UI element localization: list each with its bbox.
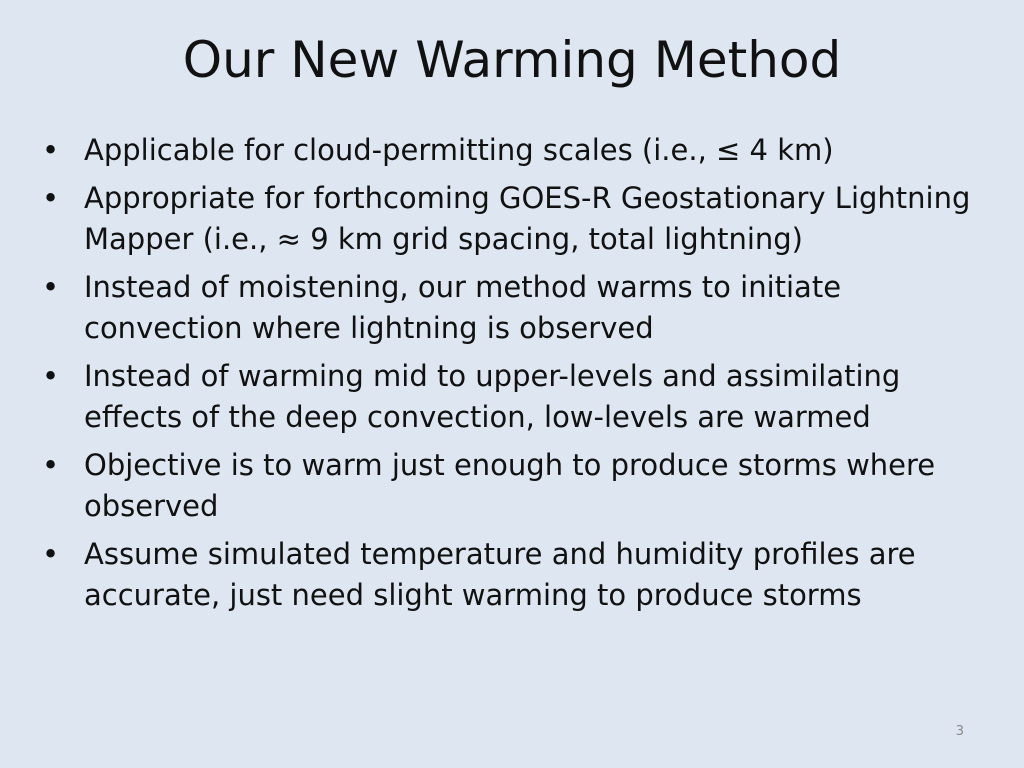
- bullet-list: [40, 130, 990, 623]
- bullet-text: Objective is to warm just enough to produce storms where observed: [84, 448, 936, 523]
- bullet-text: Instead of moistening, our method warms to initiate convection where lightning is observed: [84, 270, 842, 345]
- slide-title: Our New Warming Method: [182, 31, 842, 89]
- page-number: 3: [955, 724, 964, 739]
- bullet-marker: •: [42, 537, 60, 571]
- bullet-item: [40, 356, 990, 438]
- bullet-item: [40, 267, 990, 349]
- bullet-text: Assume simulated temperature and humidity profiles are accurate, just need slight warming to produce storms: [84, 537, 916, 612]
- bullet-text: Instead of warming mid to upper-levels and assimilating effects of the deep convection, low-levels are warmed: [84, 359, 901, 434]
- bullet-text: Appropriate for forthcoming GOES-R Geostationary Lightning Mapper (i.e., ≈ 9 km grid spacing, total lightning): [84, 181, 971, 256]
- bullet-item: [40, 130, 990, 171]
- bullet-marker: •: [42, 181, 60, 215]
- bullet-text: Applicable for cloud-permitting scales (i.e., ≤ 4 km): [84, 133, 834, 167]
- bullet-marker: •: [42, 133, 60, 167]
- bullet-marker: •: [42, 270, 60, 304]
- bullet-marker: •: [42, 448, 60, 482]
- bullet-item: [40, 534, 990, 616]
- bullet-item: [40, 445, 990, 527]
- bullet-item: [40, 178, 990, 260]
- bullet-marker: •: [42, 359, 60, 393]
